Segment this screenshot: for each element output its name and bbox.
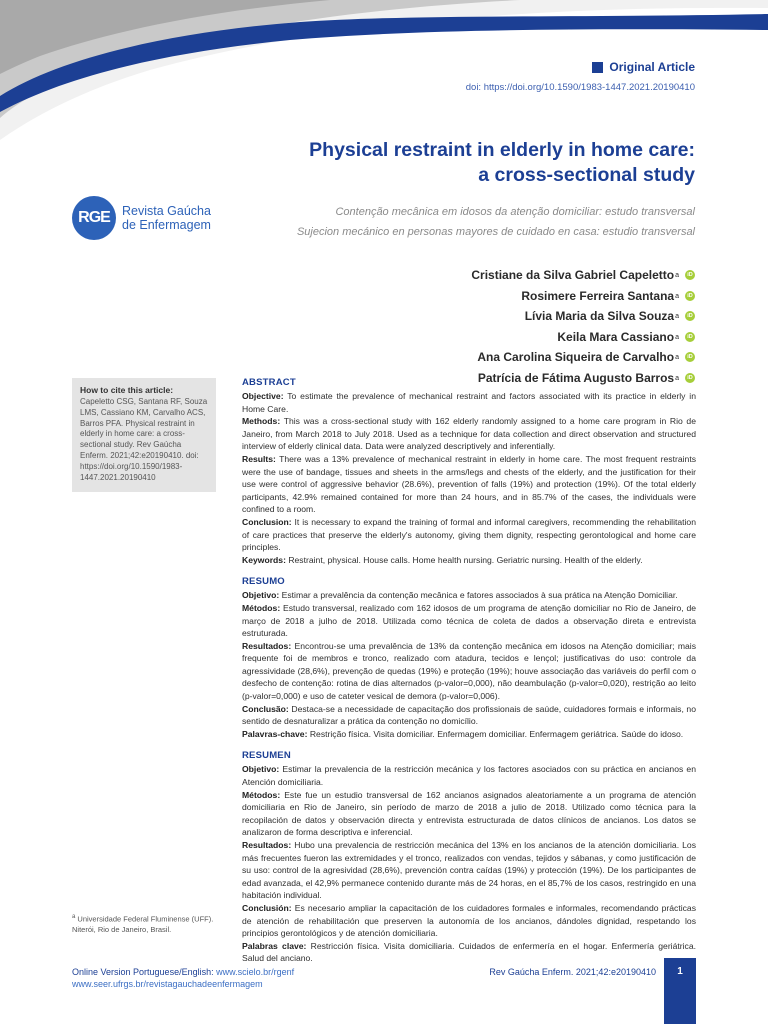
author-affiliation-mark: a: [675, 313, 679, 320]
journal-logo-mark: RGE: [72, 196, 116, 240]
resumen-heading: RESUMEN: [242, 750, 291, 762]
author-name: Rosimere Ferreira Santana: [521, 288, 675, 303]
resumen-results: Resultados: Hubo una prevalencia de restricción mecánica del 13% en los ancianos de la atención domiciliaria. Los más frecuentes fueron las extremidades y el tronco, realizados con vendas, tejidos y sábanas, y como justificación de su uso: control de la agresividad (28,6%), prevención contra caídas (19%) y protección (19%). De los participantes de edad avanzada, el 42,9% permanece contenido durante más de 24 horas, en el 85,7% de los casos, restringido en una habitación individual.: [242, 840, 696, 901]
journal-logo-name-line1: Revista Gaúcha: [122, 204, 211, 218]
title-spanish: Sujecion mecánico en personas mayores de cuidado en casa: estudio transversal: [296, 226, 695, 238]
footer-seer-link[interactable]: www.seer.ufrgs.br/revistagauchadeenfermagem: [72, 978, 263, 989]
resumen-methods: Métodos: Este fue un estudio transversal de 162 ancianos asignados aleatoriamente a un programa de atención domiciliaria en Rio de Janeiro, sin período de marzo de 2018 a julio de 2018. Utilizado como técnica para la recopilación de datos y observación directa y entrevista estructurada de datos clínicos de ancianos. Los datos se analizaron de forma descriptiva e inferencial.: [242, 789, 696, 838]
resumo-heading: RESUMO: [242, 576, 285, 588]
resumo-conclusion: Conclusão: Destaca-se a necessidade de capacitação dos profissionais de saúde, cuidadores formais e informais, no sentido de desnaturalizar a prática da contenção no domicílio.: [242, 703, 696, 727]
author-affiliation-mark: a: [675, 333, 679, 341]
resumo-objective: Objetivo: Estimar a prevalência da contenção mecânica e fatores associados à sua prática na Atenção Domiciliar.: [242, 590, 678, 601]
resumo-keywords: Palavras-chave: Restrição física. Visita domiciliar. Enfermagem domiciliar. Enfermagem geriátrica. Saúde do idoso.: [242, 728, 684, 739]
author-name: Lívia Maria da Silva Souza: [524, 309, 675, 323]
affiliation-note: [72, 912, 224, 935]
author-name: Cristiane da Silva Gabriel Capeletto: [471, 268, 675, 282]
abstract-objective: Objective: To estimate the prevalence of mechanical restraint and factors associated with its practice in elderly in Home Care.: [242, 391, 696, 414]
doi-link[interactable]: doi: https://doi.org/10.1590/1983-1447.2021.20190410: [465, 82, 695, 93]
article-title: [225, 138, 695, 188]
author-item: [471, 286, 695, 307]
author-affiliation-mark: a: [675, 292, 679, 300]
footer-links: [72, 967, 294, 990]
author-affiliation-mark: a: [675, 354, 679, 361]
resumo-section: [242, 576, 696, 740]
author-name: Ana Carolina Siqueira de Carvalho: [477, 350, 675, 364]
abstract-keywords: Keywords: Restraint, physical. House calls. Home health nursing. Geriatric nursing. Health of the elderly.: [242, 554, 643, 565]
resumen-conclusion: Conclusión: Es necesario ampliar la capacitación de los cuidadores formales e informales, recomendando prácticas de atención de rehabilitación que preserven la autonomía de los ancianos, dándoles dignidad, respetando los principios gerontológicos y de atención domiciliaria.: [242, 902, 696, 939]
orcid-icon[interactable]: iD: [685, 270, 695, 280]
how-to-cite-text: Capeletto CSG, Santana RF, Souza LMS, Cassiano KM, Carvalho ACS, Barros PFA. Physical restraint in elderly in home care: a cross-sectional study. Rev Gaúcha Enferm. 2021;42:e20190410. doi: https://doi.org/10.1590/1983-1447.2021.20190410: [80, 397, 208, 482]
how-to-cite-heading: How to cite this article:: [80, 385, 174, 395]
affiliation-mark: a: [72, 914, 76, 920]
author-item: [471, 327, 695, 348]
footer-citation: Rev Gaúcha Enferm. 2021;42:e20190410: [489, 967, 656, 977]
author-affiliation-mark: a: [675, 272, 679, 279]
page-number: 1: [664, 958, 696, 1024]
abstract-methods: Methods: This was a cross-sectional study with 162 elderly randomly assigned to a home care program in Rio de Janeiro, from March 2018 to July 2018. Used as a technique for data collection and direct observation and structured interview of elderly clinical data. Data were analyzed descriptively and inferentially.: [242, 416, 696, 452]
author-item: [471, 306, 695, 327]
author-name: Keila Mara Cassiano: [557, 329, 675, 344]
orcid-icon[interactable]: iD: [685, 352, 695, 362]
orcid-icon[interactable]: iD: [685, 373, 695, 383]
how-to-cite-box: [72, 378, 216, 492]
affiliation-text: Universidade Federal Fluminense (UFF). Niterói, Rio de Janeiro, Brasil.: [72, 914, 214, 934]
abstracts-column: [242, 377, 696, 975]
author-name: Patrícia de Fátima Augusto Barros: [477, 370, 675, 385]
orcid-icon[interactable]: iD: [685, 311, 695, 321]
abstract-conclusion: Conclusion: It is necessary to expand the training of formal and informal caregivers, recommending the rehabilitation of care practices that preserve the elderly's autonomy, giving them dignity, respecting gerontological and home care principles.: [242, 516, 696, 553]
author-affiliation-mark: a: [675, 374, 679, 382]
journal-logo-name: [122, 204, 211, 232]
resumen-objective: Objetivo: Estimar la prevalencia de la restricción mecánica y los factores asociados con su práctica en ancianos en Atención domiciliaria.: [242, 764, 696, 788]
article-type-text: Original Article: [609, 60, 695, 74]
resumen-keywords: Palabras clave: Restricción física. Visita domiciliaria. Cuidados de enfermería en el hogar. Enfermería geriátrica. Salud del anciano.: [242, 940, 696, 964]
article-title-line1: Physical restraint in elderly in home care:: [309, 139, 695, 161]
author-item: [471, 265, 695, 286]
title-portuguese: Contenção mecânica em idosos da atenção domiciliar: estudo transversal: [335, 206, 695, 218]
orcid-icon[interactable]: iD: [685, 332, 695, 342]
article-type-square-icon: [592, 62, 603, 73]
footer-online-version: [72, 967, 294, 979]
journal-logo: [72, 196, 211, 240]
article-title-line2: a cross-sectional study: [478, 164, 695, 186]
abstract-section: [242, 377, 696, 566]
resumo-methods: Métodos: Estudo transversal, realizado com 162 idosos de um programa de atenção domiciliar no Rio de Janeiro, de março de 2018 a julho de 2018. Utilizada como técnica de coleta de dados a observação direta e entrevista estruturada.: [242, 602, 696, 639]
resumo-results: Resultados: Encontrou-se uma prevalência de 13% da contenção mecânica em idosos na Atenção domiciliar; mais frequente foi de membros e tronco, realizado com atadura, tecidos e lençol; justificativas do uso: controle da agressividade (28,6%), prevenção de quedas (19%) e proteção (19%); houve associação das variáveis do perfil com o desfecho de contenção: rotina de dias alternados (p-valor=0,000), não deambulação (p-valor=0,020), restrição ao leito (p-valor=0,000) e uso de cateter vesical de demora (p-valor=0,006).: [242, 640, 696, 702]
author-list: [471, 265, 695, 388]
orcid-icon[interactable]: iD: [685, 291, 695, 301]
author-item: [471, 347, 695, 368]
footer-online-label: Online Version Portuguese/English:: [72, 967, 217, 977]
abstract-results: Results: There was a 13% prevalence of mechanical restraint in elderly in home care. The most frequent restraints were the use of bandage, tissues and sheets in the arms/legs and chests of the elderly, and the justification for their use were control of aggressive behavior (28.6%), prevention of falls (19%) and protection (19%). Of the total elderly participants, 42.9% remained contained for more than 24 hours, and in 85.7% of the cases, the individuals were confined to a room.: [242, 453, 696, 515]
article-type-label: [592, 60, 695, 74]
footer-scielo-link[interactable]: www.scielo.br/rgenf: [216, 967, 295, 977]
resumen-section: [242, 750, 696, 965]
abstract-heading: ABSTRACT: [242, 377, 296, 388]
journal-logo-name-line2: de Enfermagem: [122, 218, 211, 232]
